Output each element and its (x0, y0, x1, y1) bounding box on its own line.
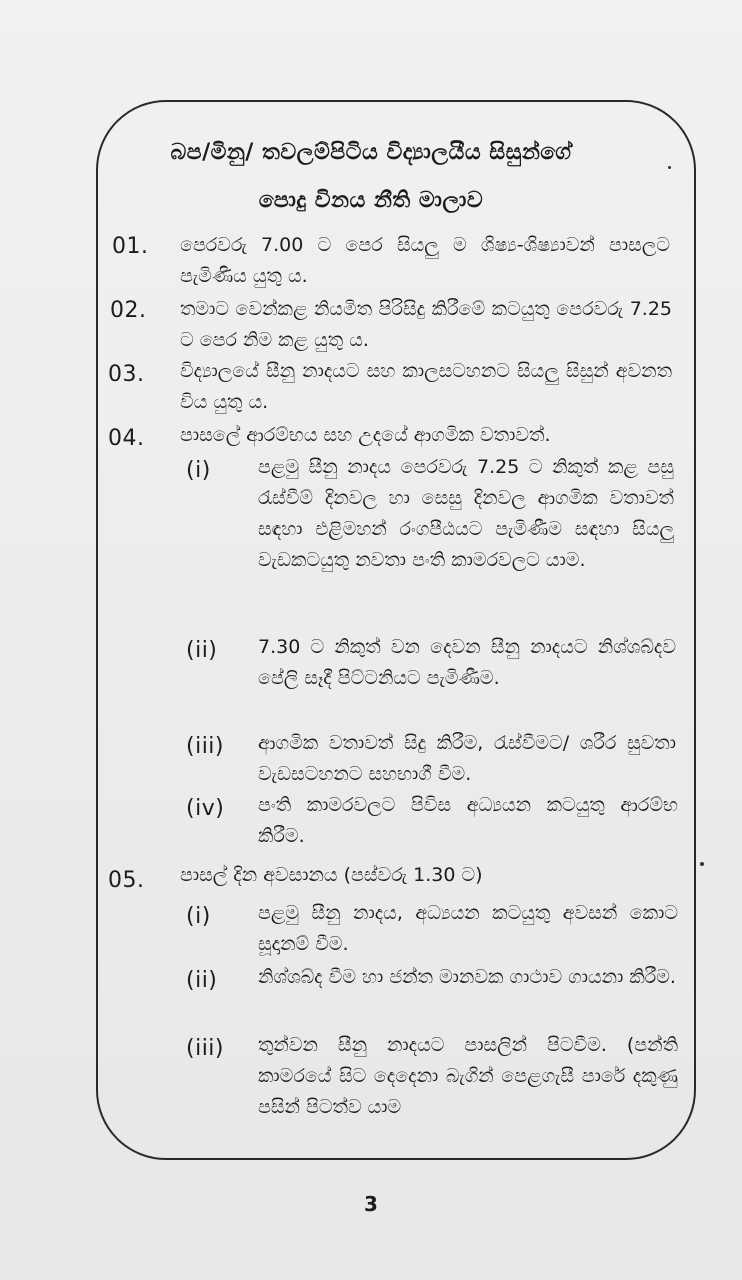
subitem-label: (iii) (186, 1036, 225, 1061)
header-school-title: බප/මිනු/ තවලම්පිටිය විද්‍යාලයීය සිසුන්ගේ (170, 140, 572, 165)
subitem-text: පළමු සීනු නාදය, අධ්‍යයන කටයුතු අවසන් කොට සූදානම් වීම. (258, 902, 678, 955)
subitem-text: නිශ්ශබ්ද වීම හා ජන්ත මානවක ගාථාව ගායනා කිරීම. (258, 966, 676, 988)
header-rules-title: පොදු විනය නීති මාලාව (258, 188, 484, 213)
rule-text: පාසල් දින අවසානය (පස්වරු 1.30 ට) (180, 864, 483, 886)
subitem-label: (iii) (186, 734, 225, 759)
rule-text: විද්‍යාලයේ සීනු නාදයට සහ කාලසටහනට සියලු සිසුන් අවනත විය යුතු ය. (180, 360, 672, 413)
subitem-label: (ii) (186, 638, 218, 663)
rule-number: 02. (110, 298, 147, 323)
subitem-text: ආගමික වතාවත් සිදු කිරීම, රැස්වීමට/ ශරීර සුවතා වැඩසටහනට සහභාගී වීම. (258, 732, 676, 785)
rule-text: පාසලේ ආරම්භය සහ උදයේ ආගමික වතාවත්. (180, 424, 551, 446)
subitem-text: පංති කාමරවලට පිවිස අධ්‍යයන කටයුතු ආරම්භ කිරීම. (258, 794, 678, 847)
rule-text: තමාට වෙන්කළ නියමිත පිරිසිදු කිරීමේ කටයුතු පෙරවරු 7.25 ට පෙර නිම කළ යුතු ය. (180, 298, 672, 351)
ink-speck (668, 166, 671, 169)
subitem-label: (i) (186, 458, 211, 483)
rule-number: 04. (108, 426, 145, 451)
subitem-text: තුන්වන සීනු නාදයට පාසලින් පිටවීම. (පන්ති කාමරයේ සිට දෙදෙනා බැගින් පෙළගැසී පාරේ දකුණු පසින් පිටත්ව යාම (258, 1034, 678, 1118)
subitem-label: (ii) (186, 968, 218, 993)
rule-number: 05. (108, 868, 145, 893)
subitem-text: පළමු සීනු නාදය පෙරවරු 7.25 ට නිකුත් කළ පසු රැස්වීම් දිනවල හා සෙසු දිනවල ආගමික වතාවත් සඳහා එළිමහන් රංගපීඨයට පැමිණීම සඳහා සියලු වැඩකටයුතු නවතා පංති කාමරවලට යාම. (258, 456, 674, 571)
rule-text: පෙරවරු 7.00 ට පෙර සියලු ම ශිෂ්‍ය-ශිෂ්‍යාවන් පාසලට පැමිණිය යුතු ය. (180, 234, 670, 287)
page-number: 3 (364, 1192, 378, 1216)
rule-number: 03. (108, 362, 145, 387)
subitem-text: 7.30 ට නිකුත් වන දෙවන සීනු නාදයට නිශ්ශබ්දව පේලි සෑදී පිට්ටනියට පැමිණීම. (258, 636, 676, 689)
ink-speck (700, 862, 704, 866)
subitem-label: (iv) (186, 796, 225, 821)
rule-number: 01. (112, 234, 149, 259)
subitem-label: (i) (186, 904, 211, 929)
